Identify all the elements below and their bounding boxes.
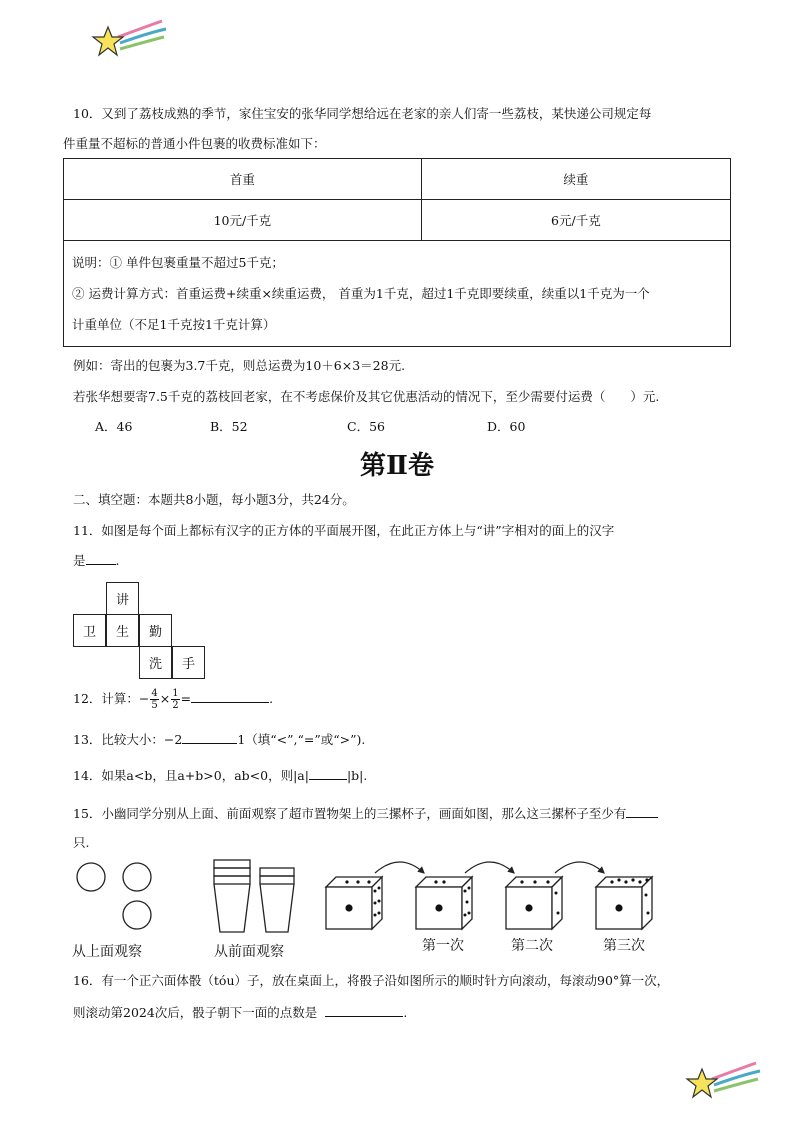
fee-note-2: ② 运费计算方式：首重运费+续重×续重运费， 首重为1千克，超过1千克即要续重，续重以1千克为一个 xyxy=(72,286,650,301)
option-d: D．60 xyxy=(487,419,526,434)
q11-suffix: . xyxy=(115,553,120,568)
q10-line2: 件重量不超标的普通小件包裹的收费标准如下： xyxy=(63,136,326,151)
fee-note-3: 计重单位（不足1千克按1千克计算） xyxy=(72,317,276,332)
q14-prefix: 14．如果a<b，且a+b>0，ab<0，则|a| xyxy=(73,768,309,783)
q15-text: 15．小幽同学分别从上面、前面观察了超市置物架上的三摞杯子，画面如图，那么这三摞杯子至少有 xyxy=(73,806,627,821)
dice-caption-2: 第二次 xyxy=(511,938,553,954)
q15-answer-blank[interactable] xyxy=(626,805,658,818)
cup-body-left xyxy=(214,884,250,932)
cup-body-right xyxy=(260,884,294,932)
q13-answer-blank[interactable] xyxy=(182,731,237,744)
fee-note-1: 说明：① 单件包裹重量不超过5千克； xyxy=(72,255,284,270)
roll-arrow-1 xyxy=(375,862,424,873)
fee-value-first: 10元/千克 xyxy=(64,200,422,241)
fee-header-continued: 续重 xyxy=(421,159,730,200)
q16-line1: 16．有一个正六面体骰（tóu）子，放在桌面上，将骰子沿如图所示的顺时针方向滚动，每滚动90°算一次， xyxy=(73,973,670,988)
q13-suffix: 1（填“<”,“=”或“>”). xyxy=(237,732,366,747)
q11-line2 xyxy=(73,551,120,569)
fraction-4-5 xyxy=(150,688,158,711)
caption-front-view: 从前面观察 xyxy=(214,944,284,960)
section-title: 第Ⅱ卷 xyxy=(360,451,434,481)
option-a: A．46 xyxy=(95,419,133,434)
q12-prefix: 12．计算：− xyxy=(73,691,150,706)
cups-top-view xyxy=(70,860,170,936)
q10-question: 若张华想要寄7.5千克的荔枝回老家，在不考虑保价及其它优惠活动的情况下，至少需要付运费（ ）元. xyxy=(73,389,660,404)
option-c: C．56 xyxy=(347,419,385,434)
frac1-denominator: 5 xyxy=(151,700,158,711)
star-decoration-top xyxy=(90,15,170,63)
q11-answer-blank[interactable] xyxy=(86,552,116,565)
fraction-1-2 xyxy=(171,688,179,711)
q12-answer-blank[interactable] xyxy=(191,690,269,703)
q15-line1 xyxy=(73,804,658,822)
q14-answer-blank[interactable] xyxy=(309,767,347,780)
q11-line1: 11．如图是每个面上都标有汉字的正方体的平面展开图，在此正方体上与“讲”字相对的面上的汉字 xyxy=(73,523,615,538)
cup-circle-2 xyxy=(123,863,151,891)
net-cell-qin: 勤 xyxy=(139,614,172,647)
frac1-numerator: 4 xyxy=(151,688,158,699)
q10-line1: 10．又到了荔枝成熟的季节，家住宝安的张华同学想给远在老家的亲人们寄一些荔枝，某快递公司规定每 xyxy=(73,106,652,121)
fee-note xyxy=(64,241,731,347)
times-sign: × xyxy=(159,691,171,706)
roll-arrow-3 xyxy=(555,862,604,873)
cup-rim-left-3 xyxy=(214,876,250,884)
q14-line xyxy=(73,766,367,784)
die-roll-2 xyxy=(506,877,562,929)
cup-rim-right-1 xyxy=(260,868,294,876)
q10-example: 例如：寄出的包裹为3.7千克，则总运费为10＋6×3＝28元. xyxy=(73,358,406,373)
q13-prefix: 13．比较大小：−2 xyxy=(73,732,183,747)
net-cell-jiang: 讲 xyxy=(106,582,139,615)
equals-sign: = xyxy=(180,691,192,706)
net-cell-sheng: 生 xyxy=(106,614,139,647)
q11-prefix: 是 xyxy=(73,553,86,568)
star-icon xyxy=(687,1069,717,1097)
cup-rim-left-1 xyxy=(214,860,250,868)
die-initial xyxy=(326,877,382,929)
die-roll-1 xyxy=(416,877,472,929)
cup-circle-1 xyxy=(77,863,105,891)
net-cell-shou: 手 xyxy=(172,646,205,679)
cup-circle-3 xyxy=(123,901,151,929)
star-decoration-bottom xyxy=(684,1057,764,1105)
dice-caption-1: 第一次 xyxy=(422,938,464,954)
frac2-denominator: 2 xyxy=(172,700,179,711)
q13-line xyxy=(73,730,365,748)
option-b: B．52 xyxy=(210,419,248,434)
net-cell-xi: 洗 xyxy=(139,646,172,679)
cup-rim-left-2 xyxy=(214,868,250,876)
fee-value-continued: 6元/千克 xyxy=(421,200,730,241)
q12-suffix: . xyxy=(269,691,274,706)
dice-sequence xyxy=(320,855,665,935)
q16-line2 xyxy=(73,1003,407,1021)
q16-answer-blank[interactable] xyxy=(325,1004,403,1017)
section-description: 二、填空题：本题共8小题，每小题3分，共24分。 xyxy=(73,492,355,507)
cup-rim-right-2 xyxy=(260,876,294,884)
fee-table xyxy=(63,158,731,347)
q15-line2: 只. xyxy=(73,835,90,850)
fee-header-first: 首重 xyxy=(64,159,422,200)
star-icon xyxy=(93,27,123,55)
q14-suffix: |b|. xyxy=(346,768,368,783)
q16-suffix: . xyxy=(403,1005,408,1020)
net-cell-wei: 卫 xyxy=(73,614,106,647)
dice-caption-3: 第三次 xyxy=(603,938,645,954)
caption-top-view: 从上面观察 xyxy=(72,944,142,960)
frac2-numerator: 1 xyxy=(172,688,179,699)
q16-prefix: 则滚动第2024次后，骰子朝下一面的点数是 xyxy=(73,1005,318,1020)
cups-front-view xyxy=(208,858,303,938)
die-roll-3 xyxy=(596,877,652,929)
q12-line xyxy=(73,688,273,711)
roll-arrow-2 xyxy=(465,862,514,873)
